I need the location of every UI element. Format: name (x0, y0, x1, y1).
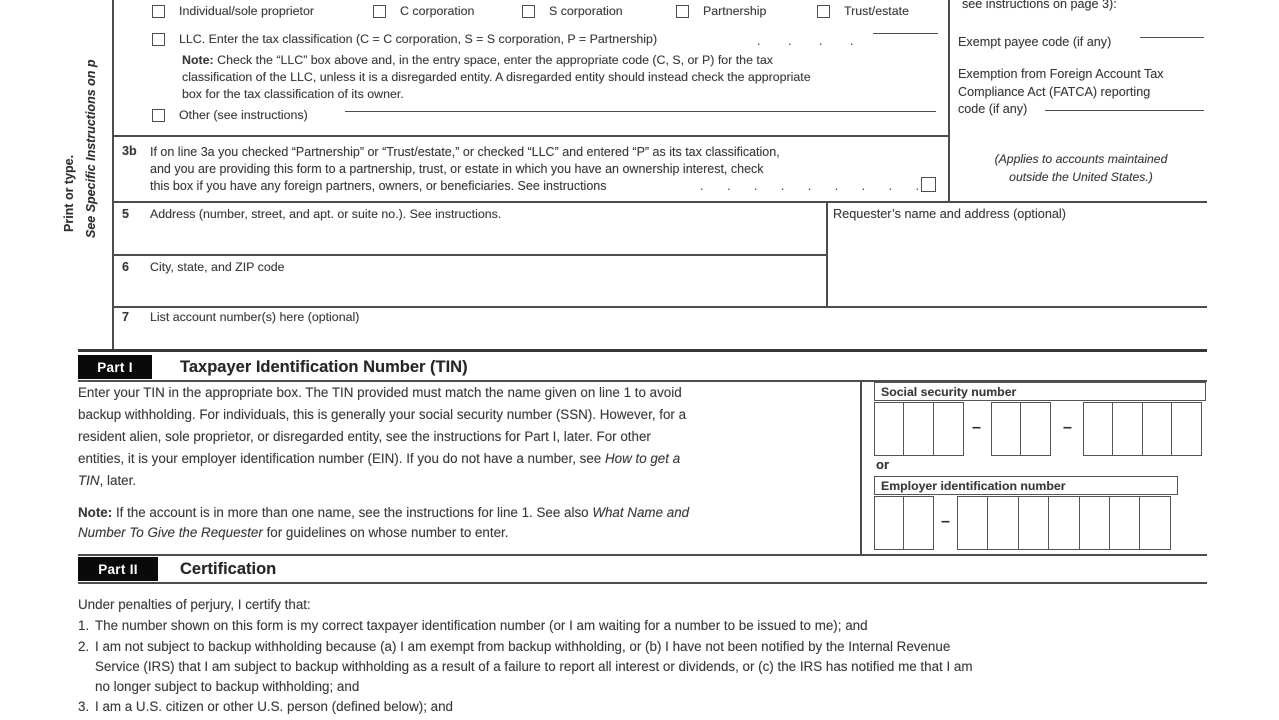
tin-instructions: Enter your TIN in the appropriate box. The TIN provided must match the name given on line 1 to avoid backup withholding. For individuals, this is generally your social security number (SSN). However, for a resident alien, sole proprietor, or disregarded entity, see the instructions for Part I, later. For other entities, it is your employer identification number (EIN). If you do not have a number, see How to get a TIN, later. (78, 385, 687, 488)
llc-label: LLC. Enter the tax classification (C = C corporation, S = S corporation, P = Partnership) (179, 32, 658, 46)
ein-label-box: Employer identification number (874, 476, 1178, 495)
option-s-corporation[interactable] (522, 4, 623, 19)
exempt-payee-code-entry[interactable] (1140, 37, 1204, 38)
option-llc[interactable] (152, 32, 657, 47)
ssn-group-3[interactable] (1083, 402, 1202, 456)
ein-digit-cell[interactable] (1079, 496, 1111, 550)
ein-digit-cell[interactable] (1139, 496, 1171, 550)
line-3b-text: If on line 3a you checked “Partnership” or “Trust/estate,” or checked “LLC” and entered “P” as its tax classification, and you are providing this form to a partnership, trust, or estate in which you have an ownership interest, check this box if you have any foreign partners, owners, or beneficiaries. See instructions (150, 145, 780, 193)
checkbox-3b-foreign-partners[interactable] (921, 177, 936, 192)
line-6-label: City, state, and ZIP code (150, 260, 285, 274)
ein-digit-cell[interactable] (1109, 496, 1141, 550)
dot-leader: . . . . . . . . . (700, 179, 920, 193)
ein-dash: – (941, 513, 950, 530)
part1-title: Taxpayer Identification Number (TIN) (180, 358, 468, 376)
ssn-digit-cell[interactable] (991, 402, 1022, 456)
sidebar-divider (112, 0, 114, 349)
ein-digit-cell[interactable] (987, 496, 1019, 550)
checkbox-label: S corporation (549, 4, 623, 18)
checkbox-other[interactable] (152, 109, 165, 122)
ssn-group-1[interactable] (874, 402, 964, 456)
ein-digit-cell[interactable] (1018, 496, 1050, 550)
divider (112, 254, 826, 256)
certification-intro: Under penalties of perjury, I certify that: (78, 597, 311, 612)
checkbox-label: Partnership (703, 4, 767, 18)
ssn-label-box: Social security number (874, 382, 1206, 401)
option-other[interactable] (152, 108, 308, 123)
divider (112, 306, 1207, 308)
certification-item-2: 2. I am not subject to backup withholding because (a) I am exempt from backup withholding, or (b) I have not been notified by the Internal Revenue Service (IRS) that I am subject to backup withholding as a result of a failure to report all interest or dividends, or (c) the IRS has notified me that I am no longer subject to backup withholding; and (78, 639, 973, 694)
ein-group-2[interactable] (957, 496, 1171, 550)
checkbox-label: C corporation (400, 4, 475, 18)
option-c-corporation[interactable] (373, 4, 474, 19)
ein-digit-cell[interactable] (1048, 496, 1080, 550)
exemptions-intro-fragment: see instructions on page 3): (962, 0, 1117, 11)
line-7-label: List account number(s) here (optional) (150, 310, 360, 324)
exemptions-divider (948, 0, 950, 201)
option-trust-estate[interactable] (817, 4, 909, 19)
line-6-number: 6 (122, 260, 130, 274)
item-number: 1. (78, 618, 90, 633)
see-specific-instructions-label: See Specific Instructions on p (84, 59, 98, 238)
tin-column-divider (860, 381, 862, 554)
ein-digit-cell[interactable] (874, 496, 905, 550)
checkbox-individual-sole-proprietor[interactable] (152, 5, 165, 18)
line-7-number: 7 (122, 310, 130, 324)
fatca-code-entry[interactable] (1045, 110, 1204, 111)
dot-leader: . . . . (757, 34, 854, 48)
checkbox-s-corporation[interactable] (522, 5, 535, 18)
ssn-digit-cell[interactable] (1020, 402, 1051, 456)
checkbox-label: Individual/sole proprietor (179, 4, 314, 18)
item-number: 3. (78, 699, 90, 714)
checkbox-trust-estate[interactable] (817, 5, 830, 18)
fatca-exemption-label: Exemption from Foreign Account Tax Compliance Act (FATCA) reporting code (if any) (958, 67, 1164, 116)
checkbox-c-corporation[interactable] (373, 5, 386, 18)
requester-box-divider (826, 201, 828, 306)
section-rule (78, 582, 1207, 584)
ein-digit-cell[interactable] (903, 496, 934, 550)
part2-title: Certification (180, 560, 277, 578)
certification-item-1: 1. The number shown on this form is my correct taxpayer identification number (or I am waiting for a number to be issued to me); and (78, 616, 868, 636)
requester-name-address-label: Requester’s name and address (optional) (833, 207, 1066, 221)
part1-label: Part I (78, 355, 152, 379)
ssn-group-2[interactable] (991, 402, 1051, 456)
option-individual-sole-proprietor[interactable] (152, 4, 314, 19)
certification-item-3: 3. I am a U.S. citizen or other U.S. person (defined below); and (78, 697, 453, 717)
ssn-digit-cell[interactable] (1171, 402, 1202, 456)
line-5-number: 5 (122, 207, 130, 221)
section-rule (78, 554, 1207, 556)
ssn-dash: – (972, 419, 981, 436)
ssn-digit-cell[interactable] (1112, 402, 1143, 456)
ssn-dash: – (1063, 419, 1072, 436)
ssn-digit-cell[interactable] (903, 402, 934, 456)
other-label: Other (see instructions) (179, 108, 308, 122)
line-5-label: Address (number, street, and apt. or suite no.). See instructions. (150, 207, 502, 221)
ssn-digit-cell[interactable] (1142, 402, 1173, 456)
checkbox-llc[interactable] (152, 33, 165, 46)
section-rule (78, 349, 1207, 352)
ssn-digit-cell[interactable] (933, 402, 964, 456)
option-partnership[interactable] (676, 4, 766, 19)
checkbox-label: Trust/estate (844, 4, 909, 18)
llc-classification-entry[interactable] (873, 33, 938, 34)
part2-label: Part II (78, 557, 158, 581)
line-3b-number: 3b (122, 144, 137, 158)
divider (112, 201, 1207, 203)
item-number: 2. (78, 639, 90, 654)
other-entry[interactable] (345, 111, 936, 112)
ein-group-1[interactable] (874, 496, 934, 550)
ssn-digit-cell[interactable] (1083, 402, 1114, 456)
fatca-applies-note: (Applies to accounts maintained outside the United States.) (994, 152, 1168, 184)
ssn-digit-cell[interactable] (874, 402, 905, 456)
divider (112, 135, 948, 137)
ein-digit-cell[interactable] (957, 496, 989, 550)
print-or-type-label: Print or type. (62, 154, 76, 232)
tin-note: Note: If the account is in more than one name, see the instructions for line 1. See also What Name and Number To Give the Requester for guidelines on whose number to enter. (78, 505, 690, 540)
exempt-payee-label: Exempt payee code (if any) (958, 35, 1112, 49)
llc-note: Note: Check the “LLC” box above and, in the entry space, enter the appropriate code (C, S, or P) for the tax classification of the LLC, unless it is a disregarded entity. A disregarded entity should instead check the appropriate box for the tax classification of its owner. (182, 53, 811, 101)
checkbox-partnership[interactable] (676, 5, 689, 18)
or-label: or (876, 457, 889, 472)
